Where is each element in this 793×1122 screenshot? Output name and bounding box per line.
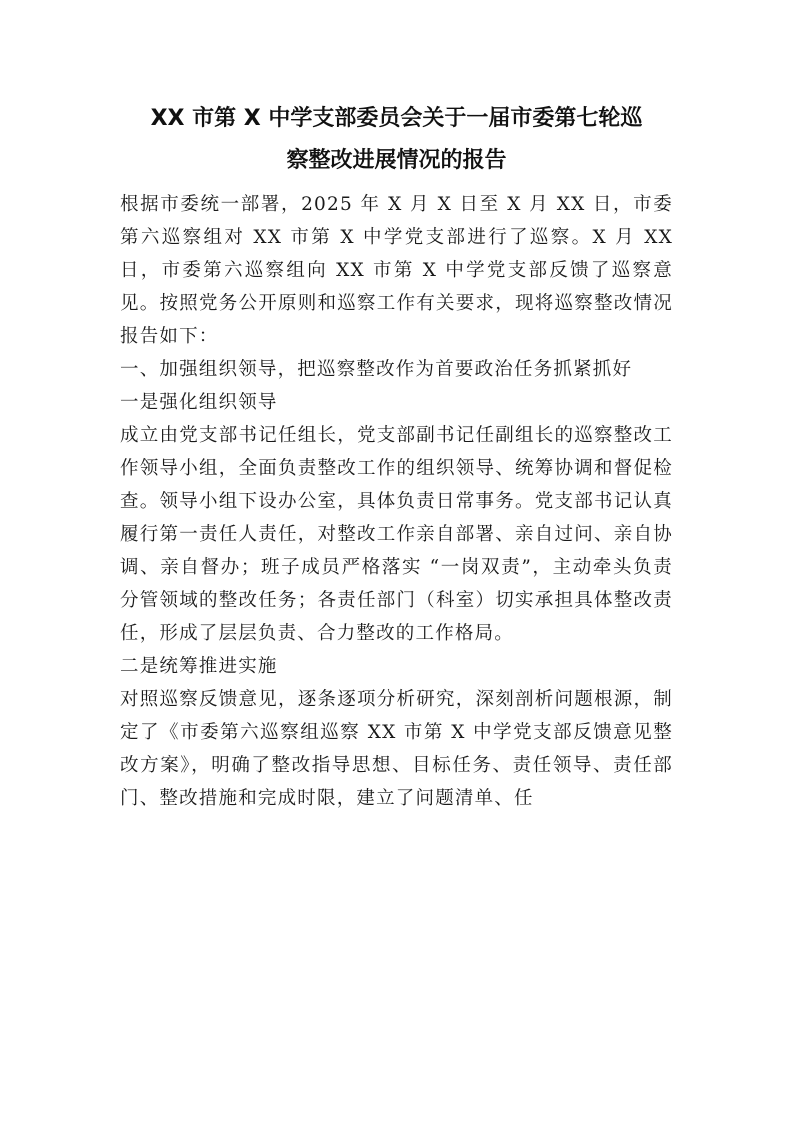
title-line-2: 察整改进展情况的报告 (286, 148, 507, 173)
body-paragraph-2: 对照巡察反馈意见，逐条逐项分析研究，深刻剖析问题根源，制定了《市委第六巡察组巡察 XX 市第 X 中学党支部反馈意见整改方案》，明确了整改指导思想、目标任务、责任领导、责任部门、整改措施和完成时限，建立了问题清单、任 (120, 689, 673, 809)
subheading-1: 一是强化组织领导 (120, 392, 278, 413)
body-paragraph-1: 成立由党支部书记任组长，党支部副书记任副组长的巡察整改工作领导小组，全面负责整改工作的组织领导、统筹协调和督促检查。领导小组下设办公室，具体负责日常事务。党支部书记认真履行第一责任人责任，对整改工作亲自部署、亲自过问、亲自协调、亲自督办；班子成员严格落实 “一岗双责”，主动牵头负责分管领域的整改任务；各责任部门（科室）切实承担具体整改责任，形成了层层负责、合力整改的工作格局。 (120, 425, 673, 644)
section-heading-1: 一、加强组织领导，把巡察整改作为首要政治任务抓紧抓好 (120, 359, 633, 380)
subheading-2: 二是统筹推进实施 (120, 656, 278, 677)
title-line-1: XX 市第 X 中学支部委员会关于一届市委第七轮巡 (150, 106, 643, 131)
intro-paragraph: 根据市委统一部署，2025 年 X 月 X 日至 X 月 XX 日，市委第六巡察组对 XX 市第 X 中学党支部进行了巡察。X 月 XX 日，市委第六巡察组向 XX 市第 X 中学党支部反馈了巡察意见。按照党务公开原则和巡察工作有关要求，现将巡察整改情况报告如下： (120, 194, 673, 347)
document-title (120, 98, 673, 182)
